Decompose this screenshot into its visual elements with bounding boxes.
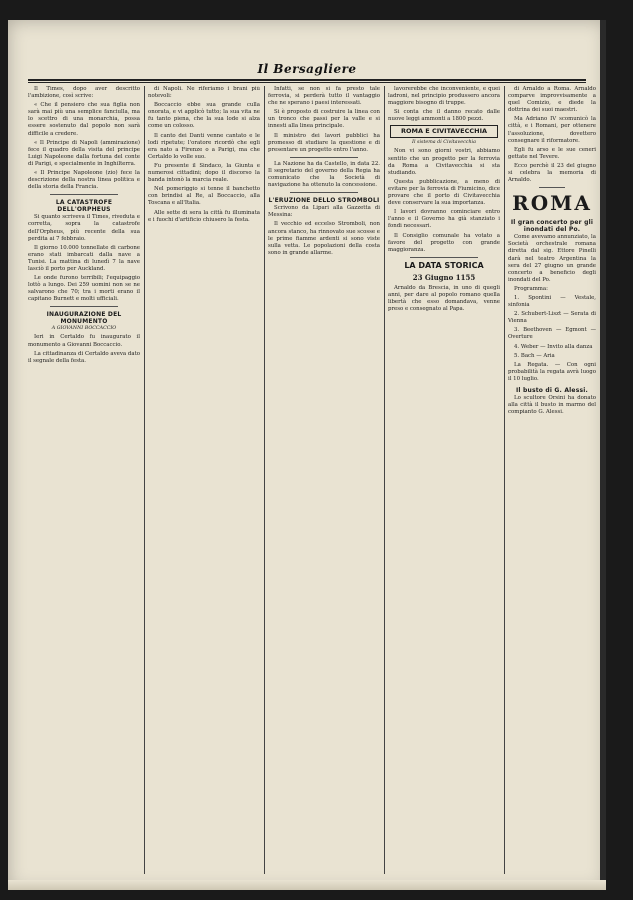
article-paragraph: Nel pomeriggio si tenne il banchetto con brindisi al Re, al Boccaccio, alla Toscana e all'Italia.: [148, 186, 260, 207]
article-paragraph: « Che il pensiero che sua figlia non sarà mai più una semplice fanciulla, ma lo scettro di una monarchia, possa essere sostenuto dal popolo non sarà difficile a credere.: [28, 102, 140, 137]
article-paragraph: Ieri in Certaldo fu inaugurato il monumento a Giovanni Boccaccio.: [28, 334, 140, 348]
article-paragraph: « Il Principe Napoleone (zio) fece la descrizione della nostra linea politica e della storia della Francia.: [28, 170, 140, 191]
program-item: 4. Weber — Invito alla danza: [514, 343, 593, 350]
section-separator: [50, 306, 117, 307]
masthead-rule-thin: [28, 82, 586, 83]
article-paragraph: Alle sette di sera la città fu illuminata e i fuochi d'artificio chiusero la festa.: [148, 209, 260, 223]
section-heading-roma: ROMA: [512, 191, 592, 216]
boxed-heading: ROMA E CIVITAVECCHIA: [390, 125, 498, 138]
article-paragraph: Ma Adriano IV scomunicò la città, e i Romani, per ottenere l'assoluzione, dovettero consegnare il riformatore.: [508, 116, 596, 144]
article-paragraph: I lavori dovranno cominciare entro l'anno e il Governo ha già stanziato i fondi necessari.: [388, 209, 500, 230]
section-separator: [410, 257, 477, 258]
article-paragraph: Si conta che il danno recato dalle nuove leggi ammonti a 1800 pezzi.: [388, 109, 500, 123]
column-divider: [384, 86, 385, 874]
article-paragraph: Scrivono da Lipari alla Gazzetta di Messina:: [268, 205, 380, 219]
article-paragraph: Infatti, se non si fa presto tale ferrovia, si perderà tutto il vantaggio che ne sperano i paesi interessati.: [268, 86, 380, 107]
historical-date: 23 Giugno 1155: [412, 272, 476, 282]
article-paragraph: Come avevamo annunziato, la Società orchestrale romana diretta dal sig. Ettore Pinelli darà nel teatro Argentina la sera del 27 giugno un grande concerto a beneficio degli inondati del Po.: [508, 234, 596, 283]
article-paragraph: Fu presente il Sindaco, la Giunta e numerosi cittadini; dopo il discorso la banda intonò la marcia reale.: [148, 162, 260, 184]
newspaper-page: [8, 20, 606, 890]
column-4: [388, 86, 500, 874]
article-paragraph: Boccaccio ebbe sua grande culla onorata, e vi applicò tutto; la sua vita ne fu tanto piena, che la sua lode si alza come un colosso.: [148, 102, 260, 130]
article-paragraph: Si quanto scriveva il Times, riveduta e corretta, sopra la catastrofe dell'Orpheus, più recente della sua perdita ai 7 febbraio.: [28, 214, 140, 242]
article-paragraph: Il Consiglio comunale ha votato a favore del progetto con grande maggioranza.: [388, 232, 500, 253]
article-paragraph: Non vi sono giorni vostri, abbiamo sentito che un progetto per la ferrovia da Roma a Civitavecchia si sta studiando.: [388, 148, 500, 176]
article-paragraph: Le onde furono terribili; l'equipaggio lottò a lungo. Dei 259 uomini non se ne salvarono che 70; tra i morti erano il capitano Burnett e molti ufficiali.: [28, 275, 140, 303]
article-paragraph: Il Times, dopo aver descritto l'ambizione, così scrive:: [28, 86, 140, 100]
column-5: [508, 86, 596, 874]
page-edge-shadow: [600, 20, 606, 890]
article-paragraph: Egli fu arso e le sue ceneri gettate nel Tevere.: [508, 146, 596, 160]
article-paragraph: Lo scultore Orsini ha donato alla città il busto in marmo del compianto G. Alessi.: [508, 395, 596, 416]
section-heading: Il busto di G. Alessi.: [516, 387, 588, 394]
masthead-rule: [28, 79, 586, 81]
masthead: Il Bersagliere: [257, 62, 357, 76]
article-paragraph: Programma:: [514, 285, 548, 292]
column-2: [148, 86, 260, 874]
article-paragraph: Ecco perchè il 23 del giugno si celebra la memoria di Arnaldo.: [508, 162, 596, 184]
column-divider: [504, 86, 505, 874]
page-bottom-shadow: [8, 880, 606, 890]
section-heading: INAUGURAZIONE DEL MONUMENTO: [46, 311, 122, 326]
article-paragraph: Questa pubblicazione, a meno di evitare per la ferrovia di Fiumicino, dice provare che il porto di Civitavecchia deve conservare la sua importanza.: [388, 178, 500, 207]
section-separator: [50, 194, 117, 195]
article-paragraph: Il vecchio ed eccelso Stromboli, non ancora stanco, ha rinnovato sue scosse e le prime fiamme ardenti si sono viste sulla vetta. Le popolazioni della costa sono in grande allarme.: [268, 221, 380, 256]
section-heading: LA DATA STORICA: [404, 260, 484, 270]
column-divider: [264, 86, 265, 874]
section-heading: Il gran concerto per gli inondati del Po.: [510, 219, 594, 234]
section-separator: [290, 192, 357, 193]
program-item: 1. Spontini — Vestale, sinfonia: [508, 294, 596, 309]
article-paragraph: di Napoli. Ne riferiamo i brani più notevoli:: [148, 86, 260, 100]
article-paragraph: di Arnaldo a Roma. Arnaldo comparve improvvisamente a quel Comizio, e diede la dottrina dei suoi maestri.: [508, 86, 596, 114]
article-paragraph: Si è proposto di costruire la linea con un tronco che passi per la valle e si innesti alla linea principale.: [268, 109, 380, 130]
section-heading: LA CATASTROFE DELL'ORPHEUS: [55, 199, 113, 214]
section-separator: [290, 157, 357, 158]
program-item: 5. Bach — Aria: [514, 352, 555, 359]
section-separator: [539, 187, 565, 188]
article-paragraph: La Nazione ha da Castello, in data 22. Il segretario del governo della Regia ha comunicato che la Società di navigazione ha ottenuto la concessione.: [268, 160, 380, 189]
article-paragraph: Il giorno 10.000 tonnellate di carbone erano stati imbarcati dalla nave a Tunisi. La mattina di lunedì 7 la nave lasciò il porto per Auckland.: [28, 244, 140, 272]
article-paragraph: La cittadinanza di Certaldo aveva dato il segnale della festa.: [28, 350, 140, 364]
section-heading: L'ERUZIONE DELLO STROMBOLI: [268, 197, 380, 205]
article-paragraph: La Regata. — Con ogni probabilità la regata avrà luogo il 10 luglio.: [508, 361, 596, 382]
program-item: 2. Schubert-Liszt — Serata di Vienna: [508, 311, 596, 325]
article-paragraph: Arnaldo da Brescia, in uno di quegli anni, per dare al popolo romano quella libertà che esso domandava, venne preso e consegnato al Papa.: [388, 284, 500, 313]
article-paragraph: Il canto dei Danti venne cantato e le lodi ripetute; l'oratore ricordò che egli era nato a Firenze o a Parigi, ma che Certaldo lo volle suo.: [148, 132, 260, 160]
section-subheading: Il sistema di Civitavecchia: [412, 140, 476, 146]
program-item: 3. Beethoven — Egmont — Overture: [508, 327, 596, 341]
column-divider: [144, 86, 145, 874]
column-3: [268, 86, 380, 874]
section-subheading: A GIOVANNI BOCCACCIO: [51, 326, 117, 332]
article-paragraph: « Il Principe di Napoli (ammirazione) fece il quadro della visita del principe Luigi Napoleone dalla fortuna del conte di Parigi, e specialmente in Inghilterra.: [28, 139, 140, 167]
article-paragraph: Il ministro dei lavori pubblici ha promesso di studiare la questione e di presentare un progetto entro l'anno.: [268, 132, 380, 153]
column-1: [28, 86, 140, 874]
article-paragraph: lavorerebbe che inconveniente, e quei ladroni, nel principio produssero ancora maggiore bisogno di truppe.: [388, 86, 500, 107]
